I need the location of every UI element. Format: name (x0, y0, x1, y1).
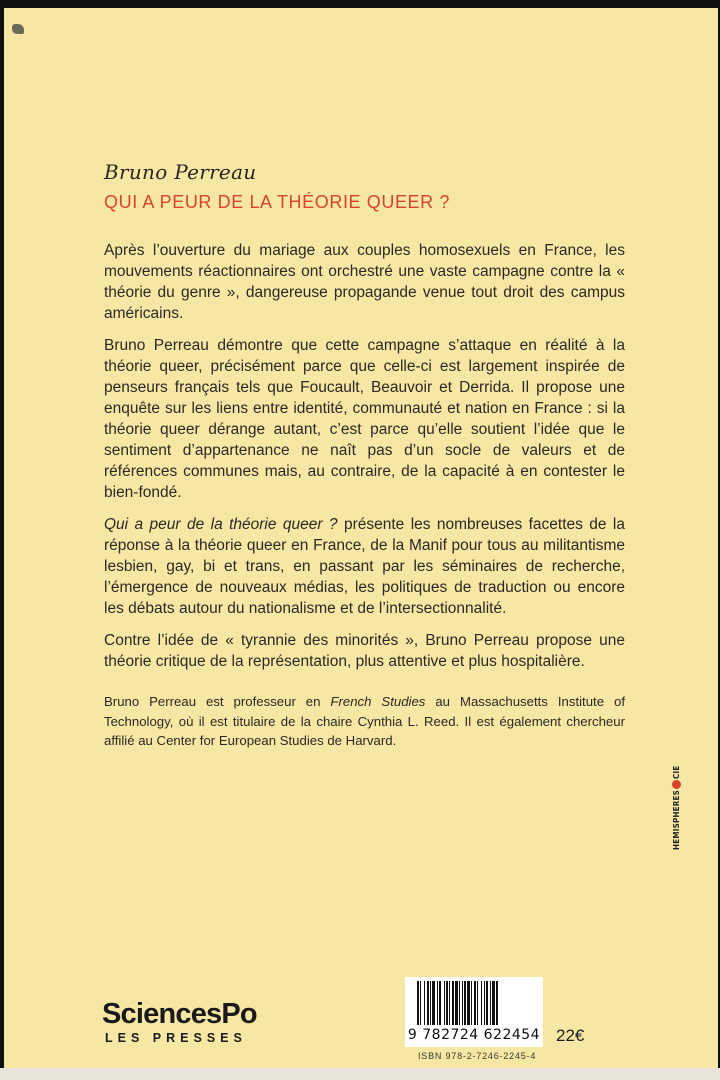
book-title: QUI A PEUR DE LA THÉORIE QUEER ? (104, 192, 450, 212)
publisher-logo-subtitle: LES PRESSES (105, 1031, 247, 1045)
blurb-paragraph-4: Contre l’idée de « tyrannie des minorités », Bruno Perreau propose une théorie critique de la représentation, plus attentive et plus hospitalière. (104, 632, 625, 670)
blurb (104, 240, 625, 683)
blurb-paragraph-3-text: présente les nombreuses facettes de la réponse à la théorie queer en France, de la Manif pour tous au militantisme lesbien, gay, bi et trans, en passant par les séminaires de recherche, l’émergence de nouveaux médias, les politiques de traduction ou encore les débats autour du nationalisme et de l’intersectionnalité. (104, 516, 625, 617)
isbn: ISBN 978-2-7246-2245-4 (418, 1051, 537, 1061)
barcode-bars-icon (417, 981, 531, 1025)
publisher-logo: SciencesPo (102, 998, 257, 1030)
bio-italic: French Studies (330, 694, 426, 709)
scan-edge (0, 1068, 720, 1080)
imprint-logo (672, 765, 681, 850)
ampersand-dot-icon (672, 780, 681, 789)
book-back-cover (4, 8, 718, 1068)
price: 22€ (556, 1026, 585, 1045)
imprint-left: HEMISPHERES (672, 789, 681, 850)
author-name: Bruno Perreau (104, 160, 257, 184)
blurb-paragraph-2: Bruno Perreau démontre que cette campagne s’attaque en réalité à la théorie queer, précisément parce que celle-ci est largement inspirée de penseurs français tels que Foucault, Beauvoir et Derrida. Il propose une enquête sur les liens entre identité, communauté et nation en France : si la théorie queer dérange autant, c’est parce qu’elle soutient l’idée que le sentiment d’appartenance ne naît pas d’un socle de valeurs et de références communes mais, au contraire, de la capacité à en contester le bien-fondé. (104, 337, 625, 501)
imprint-right: CIE (672, 765, 681, 779)
author-bio-text (104, 692, 625, 751)
blurb-paragraph-1: Après l’ouverture du mariage aux couples homosexuels en France, les mouvements réactionnaires ont orchestré une vaste campagne contre la « théorie du genre », dangereuse propagande venue tout droit des campus américains. (104, 242, 625, 322)
author-bio (104, 692, 625, 751)
barcode (405, 977, 543, 1047)
corner-mark-icon (12, 24, 24, 34)
barcode-digits: 9 782724 622454 (407, 1027, 541, 1043)
book-title-italic: Qui a peur de la théorie queer ? (104, 516, 338, 533)
bio-after: au Massachusetts Institute of Technology, où il est titulaire de la chaire Cynthia L. Reed. Il est également chercheur affilié au Center for European Studies de Harvard. (104, 694, 625, 748)
bio-before: Bruno Perreau est professeur en (104, 694, 331, 709)
blurb-paragraph-3 (104, 514, 625, 619)
